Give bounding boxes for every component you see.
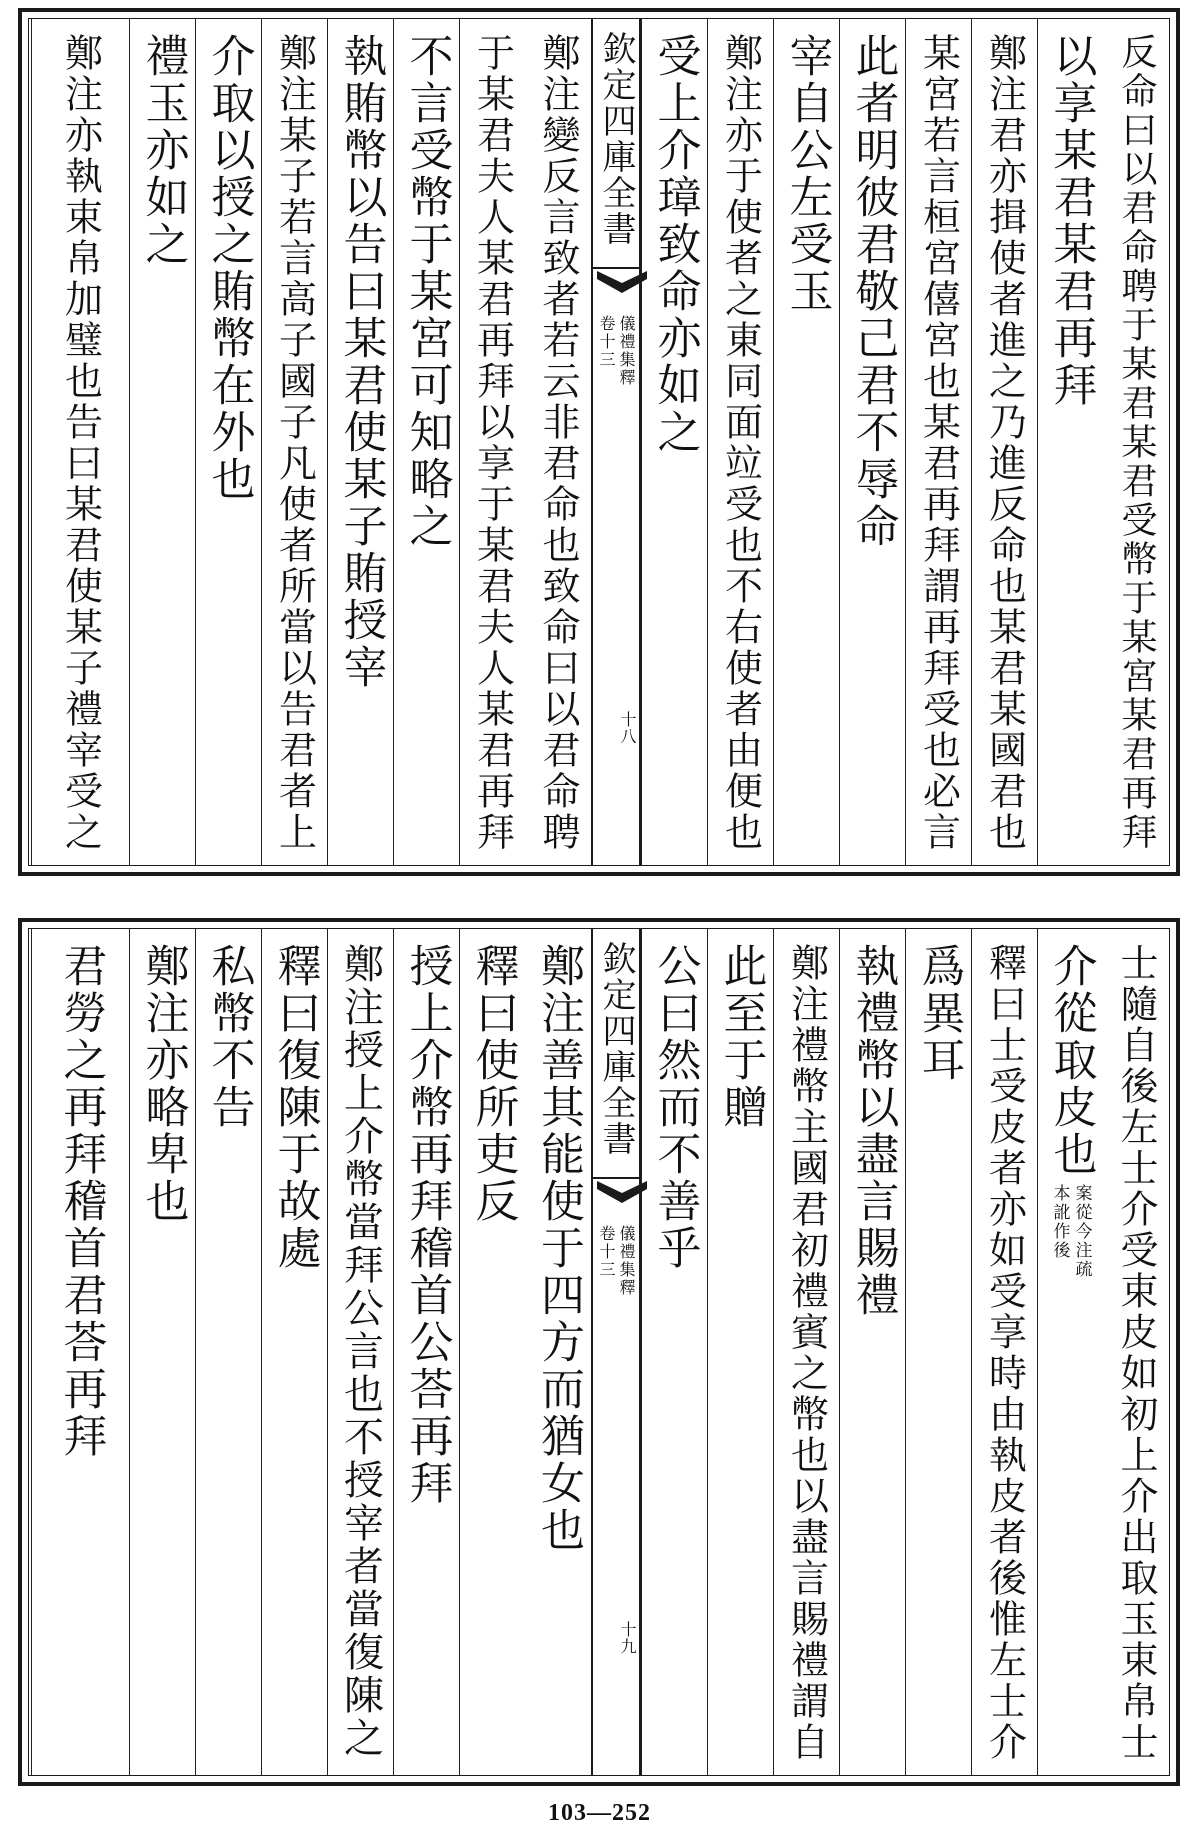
top-col-r8 <box>641 19 707 865</box>
column-text: 禮玉亦如之 <box>137 33 189 268</box>
bottom-col-l2 <box>459 929 525 1775</box>
column-text: 某宮若言桓宮僖宮也某君再拜謂再拜受也必言 <box>916 33 961 853</box>
column-text: 鄭注亦于使者之東同面竝受也不右使者由便也 <box>718 33 763 853</box>
bottom-col-r7 <box>707 929 773 1775</box>
column-text: 于某君夫人某君再拜以享于某君夫人某君再拜 <box>470 33 515 853</box>
column-text: 反命曰以君命聘于某君某君受幣于某宮某君再拜 <box>1116 33 1157 852</box>
bottom-col-r6 <box>773 929 839 1775</box>
column-text: 鄭注亦執束帛加璧也告曰某君使某子禮宰受之 <box>58 33 103 853</box>
top-col-r2 <box>1037 19 1103 865</box>
column-text: 此者明彼君敬己君不辱命 <box>847 33 899 550</box>
column-text: 公曰然而不善乎 <box>649 943 701 1272</box>
column-text: 釋曰士受皮者亦如受享時由執皮者後惟左士介 <box>982 943 1027 1763</box>
bottom-col-l5 <box>261 929 327 1775</box>
volume-number: 卷十三 <box>597 1225 616 1279</box>
top-col-l1 <box>525 19 591 865</box>
column-text: 釋曰復陳于故處 <box>269 943 321 1272</box>
top-col-r6 <box>773 19 839 865</box>
column-text: 鄭注禮幣主國君初禮賓之幣也以盡言賜禮謂自 <box>784 943 829 1763</box>
bottom-col-r5 <box>839 929 905 1775</box>
column-text: 鄭注某子若言高子國子凡使者所當以告君者上 <box>272 33 317 853</box>
column-text: 鄭注亦略卑也 <box>137 943 189 1225</box>
column-text: 執禮幣以盡言賜禮 <box>847 943 899 1319</box>
column-text: 君勞之再拜稽首君荅再拜 <box>55 943 107 1460</box>
column-text: 此至于贈 <box>715 943 767 1131</box>
top-col-l2 <box>459 19 525 865</box>
top-col-l4 <box>327 19 393 865</box>
top-center-fold <box>591 19 641 865</box>
column-text: 宰自公左受玉 <box>781 33 833 315</box>
work-title: 儀禮集釋 <box>617 1225 636 1297</box>
top-page-inner <box>28 18 1170 866</box>
collation-note <box>1050 1178 1092 1279</box>
bottom-col-r1 <box>1103 929 1169 1775</box>
column-text: 以享某君某君再拜 <box>1045 33 1097 409</box>
column-text: 鄭注變反言致者若云非君命也致命曰以君命聘 <box>536 33 580 853</box>
bottom-col-l7 <box>129 929 195 1775</box>
column-text: 士隨自後左士介受束皮如初上介出取玉束帛士 <box>1114 943 1158 1763</box>
bottom-page-inner <box>28 928 1170 1776</box>
volume-number: 卷十三 <box>597 315 616 369</box>
column-text: 鄭注授上介幣當拜公言也不授宰者當復陳之 <box>337 943 384 1760</box>
top-col-r5 <box>839 19 905 865</box>
top-col-l7 <box>129 19 195 865</box>
note-line: 案從今注疏 <box>1071 1184 1092 1279</box>
bottom-col-l4 <box>327 929 393 1775</box>
fishtail-mark-icon <box>597 271 647 297</box>
fold-line <box>593 1177 639 1179</box>
column-text: 介從取皮也 <box>1045 943 1097 1178</box>
top-col-r4 <box>905 19 971 865</box>
top-col-l5 <box>261 19 327 865</box>
bottom-center-fold <box>591 929 641 1775</box>
top-col-r3 <box>971 19 1037 865</box>
column-text: 釋曰使所吏反 <box>467 943 519 1225</box>
page-number: 103—252 <box>548 1800 651 1826</box>
folio-number: 十九 <box>618 1621 637 1655</box>
bottom-col-r4 <box>905 929 971 1775</box>
book-title: 欽定四庫全書 <box>596 31 636 247</box>
column-text: 不言受幣于某宮可知略之 <box>401 33 453 550</box>
column-text: 執賄幣以告曰某君使某子賄授宰 <box>335 33 387 691</box>
column-text: 鄭注善其能使于四方而猶女也 <box>533 943 584 1554</box>
bottom-col-r2 <box>1037 929 1103 1775</box>
column-text: 爲異耳 <box>913 943 965 1084</box>
column-text: 介取以授之賄幣在外也 <box>203 33 255 503</box>
fishtail-mark-icon <box>597 1181 647 1207</box>
column-text-with-note <box>1038 943 1103 1767</box>
top-col-l3 <box>393 19 459 865</box>
bottom-col-r8 <box>641 929 707 1775</box>
fold-line <box>593 267 639 269</box>
bottom-col-l1 <box>525 929 591 1775</box>
bottom-col-l3 <box>393 929 459 1775</box>
volume-info <box>593 1225 639 1385</box>
work-title: 儀禮集釋 <box>617 315 636 387</box>
volume-info <box>593 315 639 475</box>
top-col-l8 <box>31 19 129 865</box>
bottom-col-l8 <box>31 929 129 1775</box>
bottom-col-r3 <box>971 929 1037 1775</box>
bottom-col-l6 <box>195 929 261 1775</box>
book-title: 欽定四庫全書 <box>596 941 636 1157</box>
top-col-r1 <box>1103 19 1169 865</box>
bottom-page-frame <box>18 918 1180 1786</box>
column-text: 私幣不告 <box>203 943 255 1131</box>
top-page-frame <box>18 8 1180 876</box>
folio-number: 十八 <box>618 711 637 745</box>
top-col-r7 <box>707 19 773 865</box>
column-text: 鄭注君亦揖使者進之乃進反命也某君某國君也 <box>982 33 1027 853</box>
column-text: 授上介幣再拜稽首公荅再拜 <box>401 943 453 1507</box>
top-col-l6 <box>195 19 261 865</box>
column-text: 受上介璋致命亦如之 <box>649 33 701 456</box>
note-line: 本訛作後 <box>1049 1184 1070 1260</box>
